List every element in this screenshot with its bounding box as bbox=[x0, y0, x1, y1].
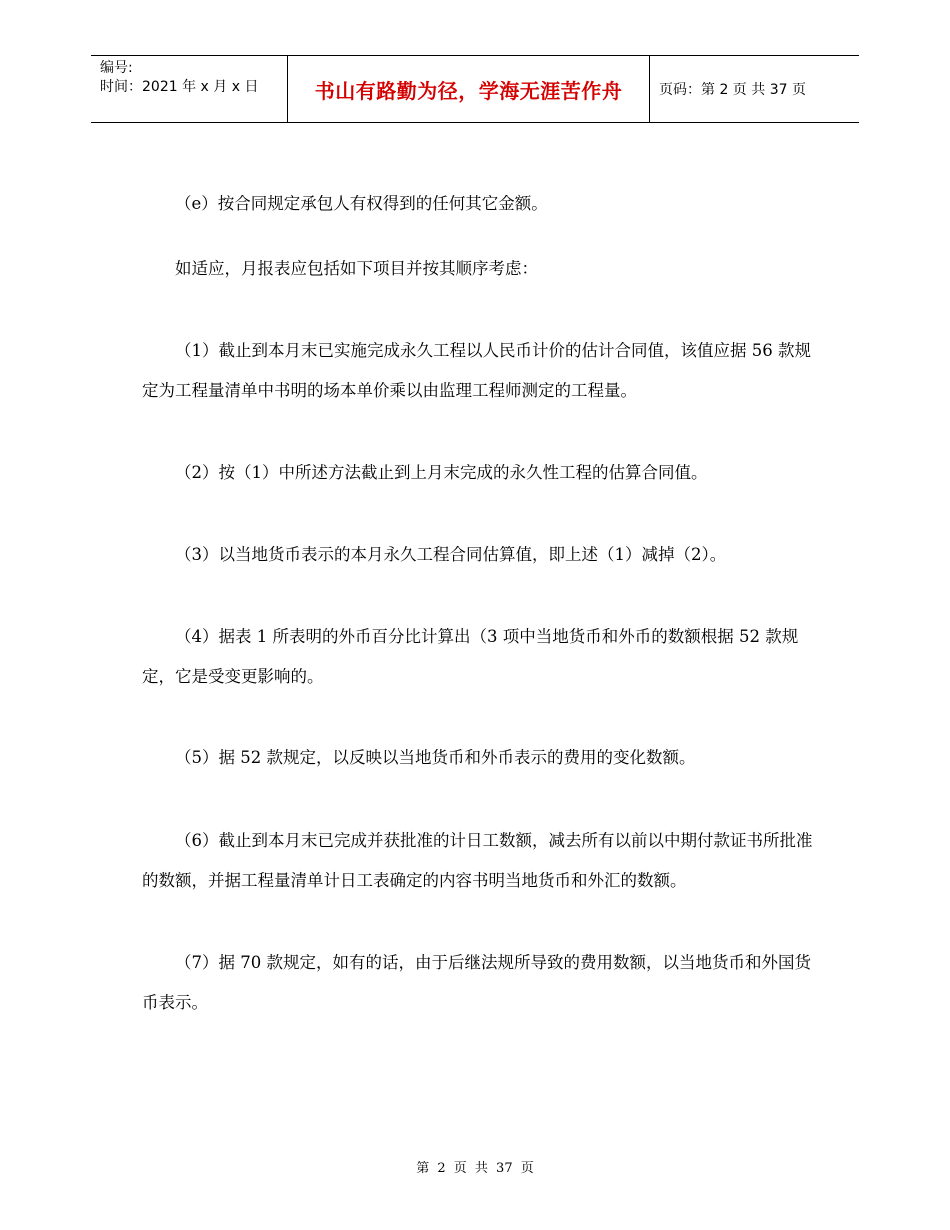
paragraph-item-4: （4）据表 1 所表明的外币百分比计算出（3 项中当地货币和外币的数额根据 52 款规定，它是受变更影响的。 bbox=[142, 627, 799, 686]
paragraph-item-6: （6）截止到本月末已完成并获批准的计日工数额，减去所有以前以中期付款证书所批准的数额，并据工程量清单计日工表确定的内容书明当地货币和外汇的数额。 bbox=[142, 831, 813, 890]
paragraph-e: （e）按合同规定承包人有权得到的任何其它金额。 bbox=[175, 194, 548, 213]
document-body bbox=[142, 184, 814, 1023]
header-meta bbox=[91, 56, 287, 122]
header-motto: 书山有路勤为径，学海无涯苦作舟 bbox=[287, 56, 650, 122]
paragraph-item-7: （7）据 70 款规定，如有的话，由于后继法规所导致的费用数额，以当地货币和外国货币表示。 bbox=[142, 953, 811, 1012]
document-number-label: 编号: bbox=[100, 60, 133, 76]
paragraph-item-1: （1）截止到本月末已实施完成永久工程以人民币计价的估计合同值，该值应据 56 款规定为工程量清单中书明的场本单价乘以由监理工程师测定的工程量。 bbox=[142, 341, 811, 400]
document-time-label: 时间：2021 年 x 月 x 日 bbox=[100, 79, 259, 95]
paragraph-item-5: （5）据 52 款规定，以反映以当地货币和外币表示的费用的变化数额。 bbox=[175, 748, 696, 767]
paragraph-intro: 如适应，月报表应包括如下项目并按其顺序考虑： bbox=[175, 259, 538, 278]
paragraph-item-3: （3）以当地货币表示的本月永久工程合同估算值，即上述（1）减掉（2）。 bbox=[175, 545, 727, 564]
header-page-number: 页码：第 2 页 共 37 页 bbox=[659, 82, 806, 98]
page-header bbox=[91, 55, 859, 123]
paragraph-item-2: （2）按（1）中所述方法截止到上月末完成的永久性工程的估算合同值。 bbox=[175, 463, 708, 482]
page-footer: 第 2 页 共 37 页 bbox=[416, 1161, 534, 1176]
